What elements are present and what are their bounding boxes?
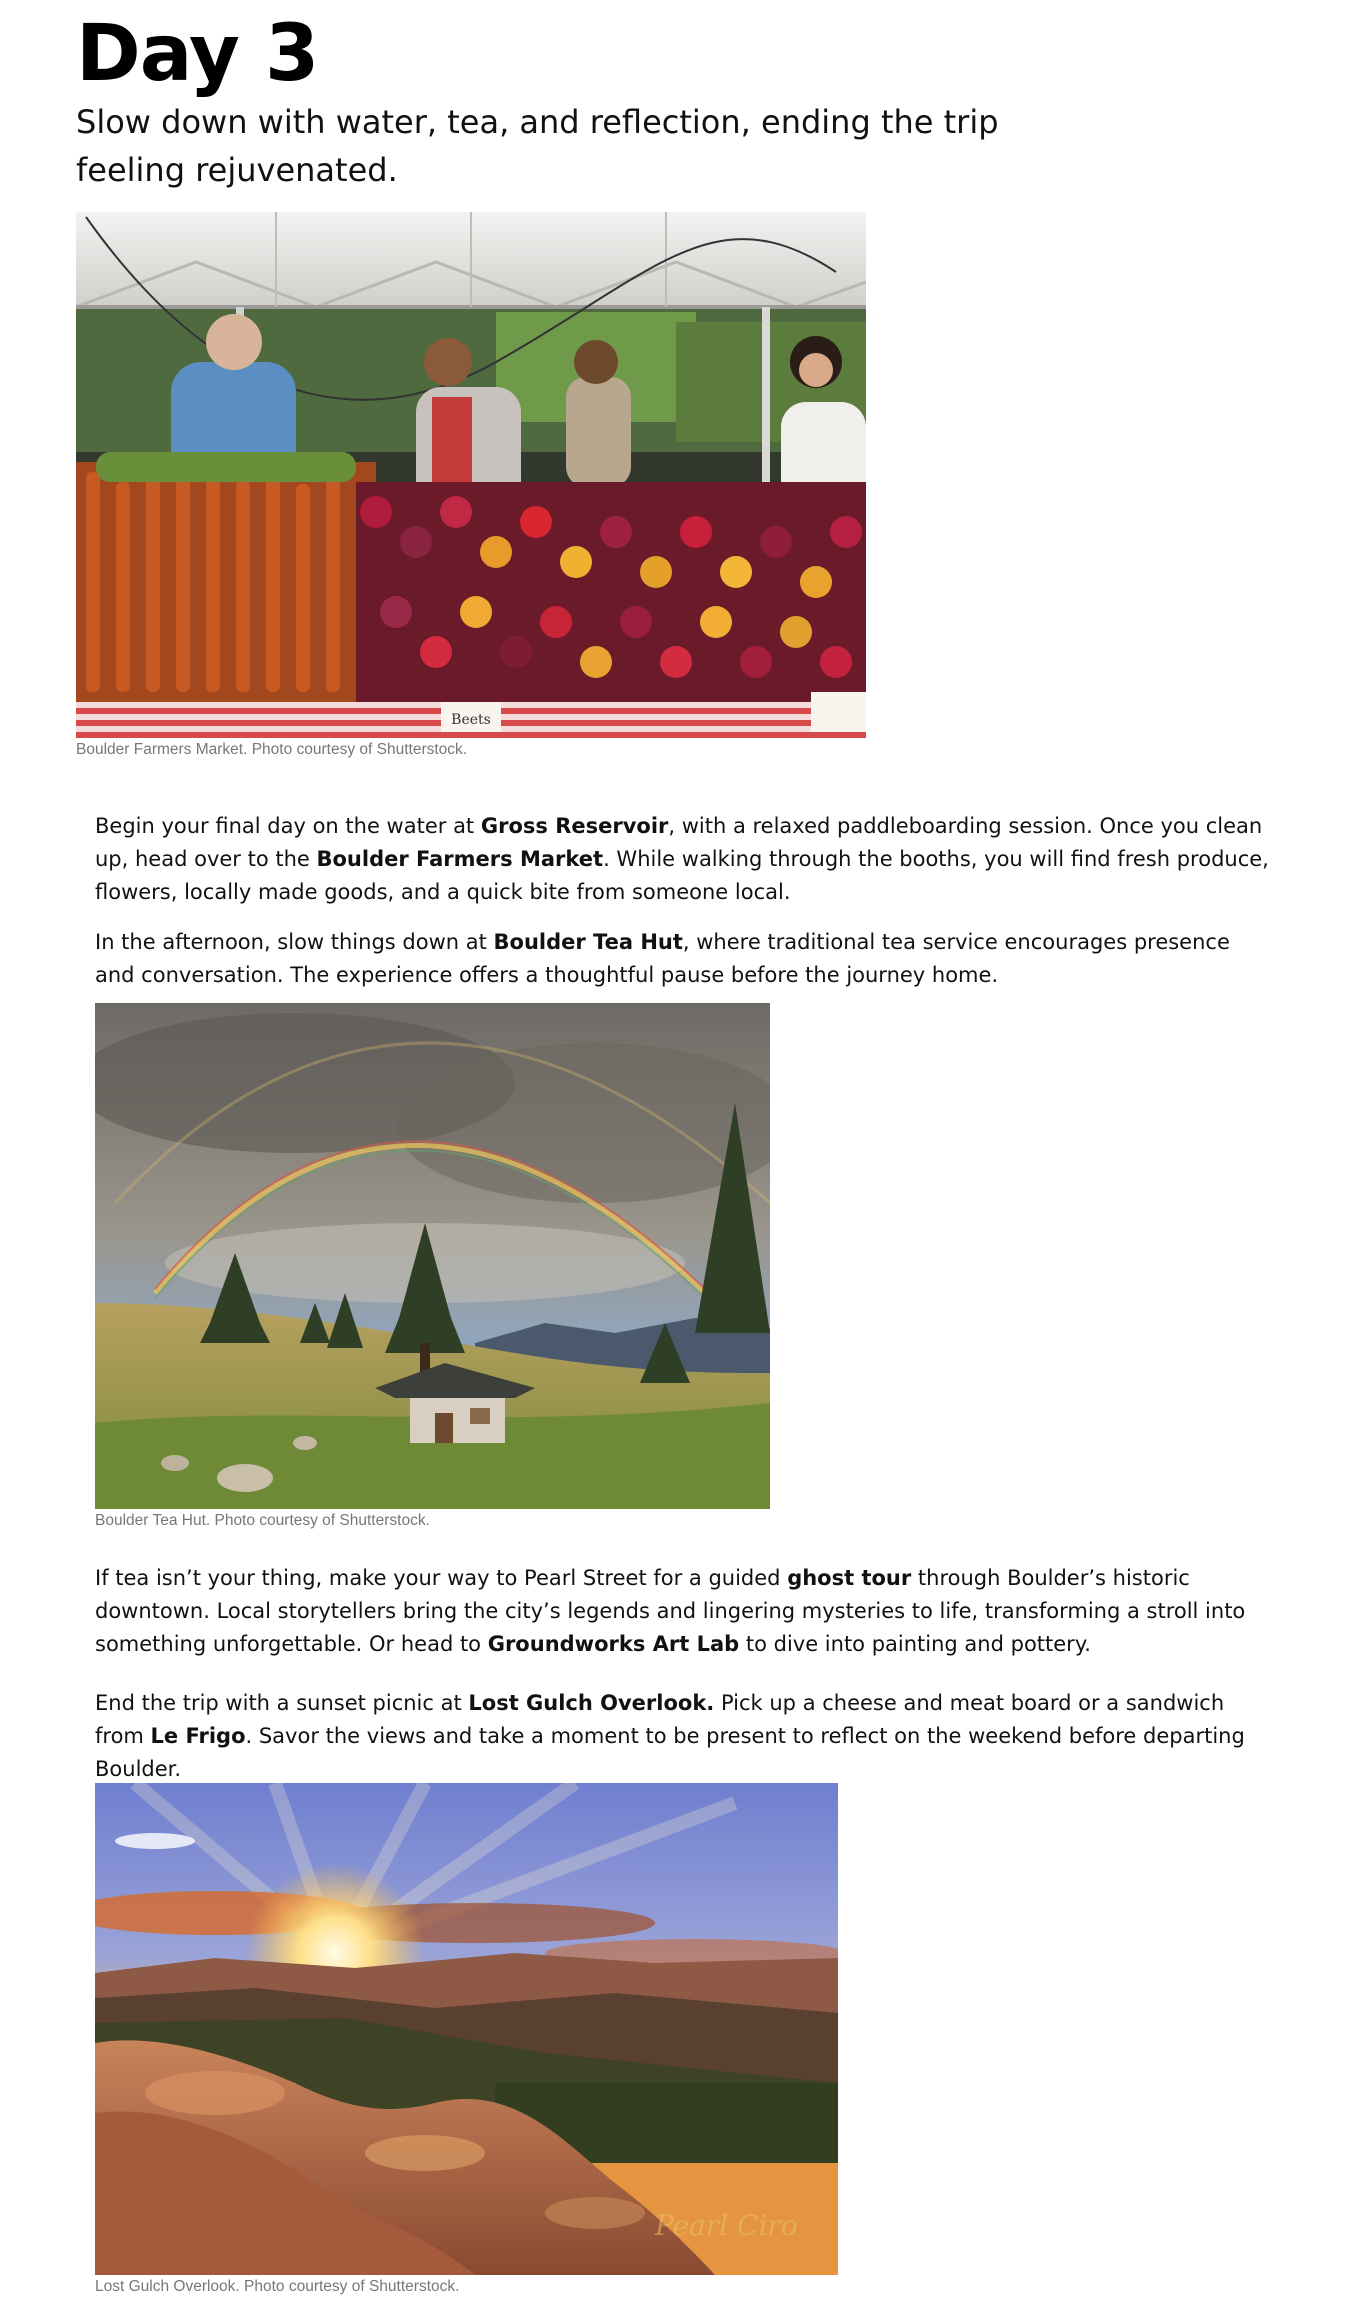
boulder-farmers-market-highlight: Boulder Farmers Market: [316, 847, 604, 871]
boulder-tea-hut-highlight: Boulder Tea Hut: [493, 930, 683, 954]
page-title: Day 3: [76, 9, 319, 99]
paragraph-lost-gulch: End the trip with a sunset picnic at Lost Gulch Overlook. Pick up a cheese and meat board or a sandwich from Le Frigo. Savor the views and take a moment to be present to reflect on the weekend before departing Boulder.: [95, 1691, 1245, 1781]
paragraph-tea-hut: In the afternoon, slow things down at Boulder Tea Hut, where traditional tea service encourages presence and conversation. The experience offers a thoughtful pause before the journey home.: [95, 930, 1230, 987]
tea-hut-figure: [95, 1003, 770, 1531]
photo-watermark: Pearl Ciro: [655, 2209, 798, 2242]
farmers-market-caption: Boulder Farmers Market. Photo courtesy of Shutterstock.: [76, 741, 468, 758]
lost-gulch-figure: [95, 1783, 838, 2297]
page-subtitle: Slow down with water, tea, and reflection, ending the trip feeling rejuvenated.: [76, 103, 999, 189]
farmers-market-photo: [76, 212, 866, 738]
paragraph-farmers-market: Begin your final day on the water at Gross Reservoir, with a relaxed paddleboarding session. Once you clean up, head over to the Boulder Farmers Market. While walking through the booths, you will find fresh produce, flowers, locally made goods, and a quick bite from someone local.: [95, 814, 1269, 904]
groundworks-art-lab-highlight: Groundworks Art Lab: [487, 1632, 740, 1656]
le-frigo-highlight: Le Frigo: [150, 1724, 246, 1748]
beets-sign-text: Beets: [451, 712, 491, 728]
lost-gulch-photo: [95, 1783, 838, 2275]
ghost-tour-highlight: ghost tour: [787, 1566, 912, 1590]
farmers-market-figure: [76, 212, 866, 760]
tea-hut-caption: Boulder Tea Hut. Photo courtesy of Shutterstock.: [95, 1512, 430, 1529]
gross-reservoir-highlight: Gross Reservoir: [480, 814, 669, 838]
tea-hut-photo: [95, 1003, 770, 1509]
paragraph-ghost-tour: If tea isn’t your thing, make your way to Pearl Street for a guided ghost tour through Boulder’s historic downtown. Local storytellers bring the city’s legends and lingering mysteries to life, transforming a stroll into something unforgettable. Or head to Groundworks Art Lab to dive into painting and pottery.: [95, 1566, 1246, 1656]
lost-gulch-overlook-highlight: Lost Gulch Overlook.: [468, 1691, 715, 1715]
lost-gulch-caption: Lost Gulch Overlook. Photo courtesy of Shutterstock.: [95, 2278, 460, 2295]
